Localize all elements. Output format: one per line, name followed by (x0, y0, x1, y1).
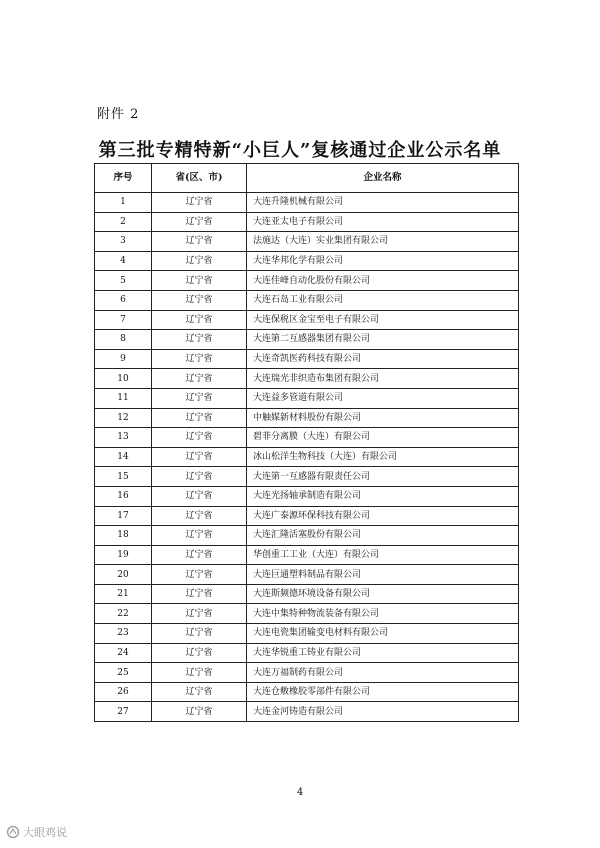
row-province: 辽宁省 (152, 663, 247, 683)
row-seq: 14 (95, 447, 152, 467)
row-company-name: 大连第二互感器集团有限公司 (247, 330, 519, 350)
table-row (95, 486, 519, 506)
row-seq: 16 (95, 486, 152, 506)
row-province: 辽宁省 (152, 486, 247, 506)
table-row (95, 584, 519, 604)
row-company-name: 大连第一互感器有限责任公司 (247, 467, 519, 487)
document-title: 第三批专精特新“小巨人”复核通过企业公示名单 (98, 140, 502, 161)
row-province: 辽宁省 (152, 447, 247, 467)
row-company-name: 大连万福制药有限公司 (247, 663, 519, 683)
row-province: 辽宁省 (152, 310, 247, 330)
page-number: 4 (296, 787, 304, 798)
row-company-name: 大连汇隆活塞股份有限公司 (247, 526, 519, 546)
row-province: 辽宁省 (152, 467, 247, 487)
row-seq: 19 (95, 545, 152, 565)
row-seq: 9 (95, 349, 152, 369)
table-row (95, 702, 519, 722)
row-company-name: 碧菲分离膜（大连）有限公司 (247, 428, 519, 448)
row-company-name: 大连保税区金宝至电子有限公司 (247, 310, 519, 330)
table-row (95, 212, 519, 232)
row-seq: 12 (95, 408, 152, 428)
row-province: 辽宁省 (152, 624, 247, 644)
row-seq: 4 (95, 251, 152, 271)
row-company-name: 大连电瓷集团输变电材料有限公司 (247, 624, 519, 644)
row-seq: 8 (95, 330, 152, 350)
row-company-name: 华创重工工业（大连）有限公司 (247, 545, 519, 565)
row-seq: 2 (95, 212, 152, 232)
table-row (95, 447, 519, 467)
row-province: 辽宁省 (152, 349, 247, 369)
row-seq: 1 (95, 193, 152, 213)
row-province: 辽宁省 (152, 271, 247, 291)
table-row (95, 232, 519, 252)
row-company-name: 大连亚太电子有限公司 (247, 212, 519, 232)
table-row (95, 349, 519, 369)
row-company-name: 法施达（大连）实业集团有限公司 (247, 232, 519, 252)
row-province: 辽宁省 (152, 565, 247, 585)
row-company-name: 大连巨通塑料制品有限公司 (247, 565, 519, 585)
table-row (95, 271, 519, 291)
table-row (95, 369, 519, 389)
row-company-name: 大连广泰源环保科技有限公司 (247, 506, 519, 526)
row-seq: 18 (95, 526, 152, 546)
row-company-name: 大连华邦化学有限公司 (247, 251, 519, 271)
row-company-name: 中触媒新材料股份有限公司 (247, 408, 519, 428)
table-row (95, 330, 519, 350)
row-company-name: 大连瑞光非织造布集团有限公司 (247, 369, 519, 389)
table-row (95, 624, 519, 644)
brand-logo-icon (6, 825, 20, 839)
table-row (95, 428, 519, 448)
row-province: 辽宁省 (152, 702, 247, 722)
table-row (95, 290, 519, 310)
row-province: 辽宁省 (152, 388, 247, 408)
row-province: 辽宁省 (152, 584, 247, 604)
row-seq: 7 (95, 310, 152, 330)
table-row (95, 663, 519, 683)
row-company-name: 冰山松洋生物科技（大连）有限公司 (247, 447, 519, 467)
company-list-table (94, 163, 519, 722)
table-row (95, 545, 519, 565)
row-seq: 27 (95, 702, 152, 722)
row-province: 辽宁省 (152, 545, 247, 565)
table-row (95, 193, 519, 213)
table-row (95, 526, 519, 546)
table-row (95, 388, 519, 408)
row-company-name: 大连奇凯医药科技有限公司 (247, 349, 519, 369)
attachment-label: 附件 2 (97, 107, 140, 122)
row-seq: 10 (95, 369, 152, 389)
row-company-name: 大连斯频德环境设备有限公司 (247, 584, 519, 604)
table-row (95, 682, 519, 702)
table-row (95, 251, 519, 271)
row-province: 辽宁省 (152, 682, 247, 702)
watermark-text: 大眼鸡说 (23, 826, 67, 839)
row-province: 辽宁省 (152, 212, 247, 232)
row-company-name: 大连金河铸造有限公司 (247, 702, 519, 722)
row-seq: 23 (95, 624, 152, 644)
header-seq: 序号 (95, 164, 152, 193)
table-header-row (95, 164, 519, 193)
row-province: 辽宁省 (152, 408, 247, 428)
row-province: 辽宁省 (152, 369, 247, 389)
table-row (95, 310, 519, 330)
row-seq: 24 (95, 643, 152, 663)
row-seq: 20 (95, 565, 152, 585)
row-province: 辽宁省 (152, 428, 247, 448)
table-body (95, 193, 519, 722)
table-row (95, 565, 519, 585)
table-row (95, 604, 519, 624)
row-seq: 5 (95, 271, 152, 291)
row-seq: 21 (95, 584, 152, 604)
row-province: 辽宁省 (152, 506, 247, 526)
table-row (95, 408, 519, 428)
row-province: 辽宁省 (152, 251, 247, 271)
row-seq: 15 (95, 467, 152, 487)
row-company-name: 大连中集特种物流装备有限公司 (247, 604, 519, 624)
row-province: 辽宁省 (152, 604, 247, 624)
watermark (6, 824, 67, 840)
row-province: 辽宁省 (152, 643, 247, 663)
row-province: 辽宁省 (152, 193, 247, 213)
row-company-name: 大连华锐重工铸业有限公司 (247, 643, 519, 663)
row-seq: 3 (95, 232, 152, 252)
row-seq: 11 (95, 388, 152, 408)
row-province: 辽宁省 (152, 526, 247, 546)
table-row (95, 506, 519, 526)
row-seq: 22 (95, 604, 152, 624)
row-seq: 26 (95, 682, 152, 702)
row-company-name: 大连佳峰自动化股份有限公司 (247, 271, 519, 291)
table-row (95, 643, 519, 663)
header-company: 企业名称 (247, 164, 519, 193)
row-company-name: 大连石岛工业有限公司 (247, 290, 519, 310)
header-province: 省(区、市) (152, 164, 247, 193)
table-row (95, 467, 519, 487)
row-company-name: 大连益多管道有限公司 (247, 388, 519, 408)
row-seq: 17 (95, 506, 152, 526)
row-province: 辽宁省 (152, 330, 247, 350)
row-province: 辽宁省 (152, 232, 247, 252)
row-seq: 13 (95, 428, 152, 448)
row-seq: 25 (95, 663, 152, 683)
row-company-name: 大连升隆机械有限公司 (247, 193, 519, 213)
row-seq: 6 (95, 290, 152, 310)
row-province: 辽宁省 (152, 290, 247, 310)
row-company-name: 大连仓敷橡胶零部件有限公司 (247, 682, 519, 702)
row-company-name: 大连光扬轴承制造有限公司 (247, 486, 519, 506)
